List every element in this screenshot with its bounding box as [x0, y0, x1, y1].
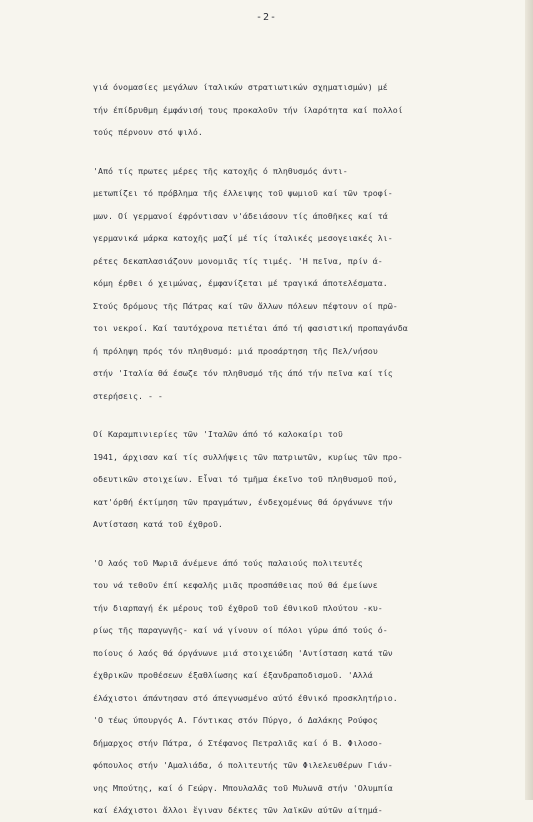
text-line: μων. Οί γερμανοί έφρόντισαν ν'άδειάσουν τίς άποθῆκες καί τά: [93, 210, 388, 221]
text-line: καί έλάχιστοι ἄλλοι ἔγιναν δέκτες τῶν λαϊκῶν αύτῶν αίτημά-: [93, 805, 383, 815]
text-line: τήν διαρπαγή έκ μέρους τοῦ έχθροῦ τοῦ έθνικοῦ πλούτου -κυ-: [93, 602, 383, 613]
text-line: δήμαρχος στήν Πάτρα, ό Στέφανος Πετραλιᾶς καί ό Β. Φιλοσο-: [93, 737, 383, 748]
text-line: στερήσεις. - -: [93, 390, 163, 401]
text-line: έχθρικῶν προθέσεων έξαθλίωσης καί έξανδραποδισμοῦ. 'Αλλά: [93, 670, 373, 680]
paragraph-gap: [93, 536, 529, 552]
text-line: φόπουλος στήν 'Αμαλιάδα, ό πολιτευτής τῶν Φιλελευθέρων Γιάν-: [93, 760, 393, 770]
page-number: -2-: [255, 12, 278, 23]
text-line: 'Από τίς πρωτες μέρες τῆς κατοχῆς ό πληθυσμός άντι-: [93, 165, 348, 176]
text-line: Αντίσταση κατά τοῦ έχθροῦ.: [93, 519, 223, 529]
text-line: στήν 'Ιταλία θά έσωζε τόν πληθυσμό τῆς άπό τήν πεῖνα καί τίς: [93, 368, 393, 378]
text-line: 'Ο λαός τοῦ Μωριᾶ άνέμενε άπό τούς παλαιούς πολιτευτές: [93, 557, 363, 568]
text-line: τήν έπίδρυθμη έμφάνισή τους προκαλοῦν τήν ίλαρότητα καί πολλοί: [93, 104, 403, 115]
text-line: τοι νεκροί. Καί ταυτόχρονα πετιέται άπό τή φασιστική προπαγάνδα: [93, 323, 408, 333]
text-line: ρίως τῆς παραγωγῆς- καί νά γίνουν οί πόλοι γύρω άπό τούς ό-: [93, 625, 388, 635]
text-line: ρέτες δεκαπλασιάζουν μονομιᾶς τίς τιμές. 'Η πεῖνα, πρίν ά-: [93, 255, 383, 266]
text-line: οδευτικῶν στοιχείων. Εἶναι τό τμῆμα έκεῖνο τοῦ πληθυσμοῦ πού,: [93, 474, 398, 484]
text-line: μετωπίζει τό πρόβλημα τῆς έλλειψης τοῦ ψωμιοῦ καί τῶν τροφί-: [93, 188, 393, 198]
text-line: νης Μπούτης, καί ό Γεώργ. Μπουλαλᾶς τοῦ Μυλωνᾶ στήν 'Ολυμπία: [93, 782, 393, 793]
paragraph: [93, 552, 529, 822]
text-line: 'Ο τέως ύπουργός Α. Γόντικας στόν Πύργο, ό Δαλάκης Ρούφος: [93, 715, 378, 725]
text-line: ή πρόληψη πρός τόν πληθυσμό: μιά προσάρτηση τῆς Πελ/νήσου: [93, 345, 378, 356]
text-line: κατ'όρθή έκτίμηση τῶν πραγμάτων, ένδεχομένως θά όργάνωνε τήν: [93, 496, 393, 507]
paragraph: [93, 160, 529, 408]
text-line: γερμανικά μάρκα κατοχῆς μαζί μέ τίς ίταλικές μεσογειακές λι-: [93, 233, 393, 243]
text-line: κόμη έρθει ό χειμώνας, έμφανίζεται μέ τραγικά άποτελέσματα.: [93, 278, 388, 288]
paragraph-gap: [93, 407, 529, 423]
text-line: γιά όνομασίες μεγάλων ίταλικών στρατιωτικών σχηματισμών) μέ: [93, 82, 388, 92]
text-line: ποίους ό λαός θά όργάνωνε μιά στοιχειώδη 'Αντίσταση κατά τῶν: [93, 647, 393, 658]
paragraph: [93, 76, 529, 144]
typed-text-body: [93, 76, 529, 822]
text-line: έλάχιστοι άπάντησαν στό άπεγνωσμένο αύτό έθνικό προσκλητήριο.: [93, 692, 398, 703]
text-line: τούς πέρνουν στό ψιλό.: [93, 127, 203, 137]
text-line: του νά τεθοῦν έπί κεφαλῆς μιᾶς προσπάθειας πού θά έμείωνε: [93, 580, 378, 590]
text-line: 1941, άρχισαν καί τίς συλλήψεις τῶν πατριωτῶν, κυρίως τῶν προ-: [93, 451, 403, 462]
paragraph-gap: [93, 144, 529, 160]
text-line: Στούς δρόμους τῆς Πάτρας καί τῶν ἄλλων πόλεων πέφτουν οί πρῶ-: [93, 300, 398, 311]
paragraph: [93, 423, 529, 536]
text-line: Οί Καραμπινιερίες τῶν 'Ιταλῶν άπό τό καλοκαίρι τοῦ: [93, 429, 343, 439]
